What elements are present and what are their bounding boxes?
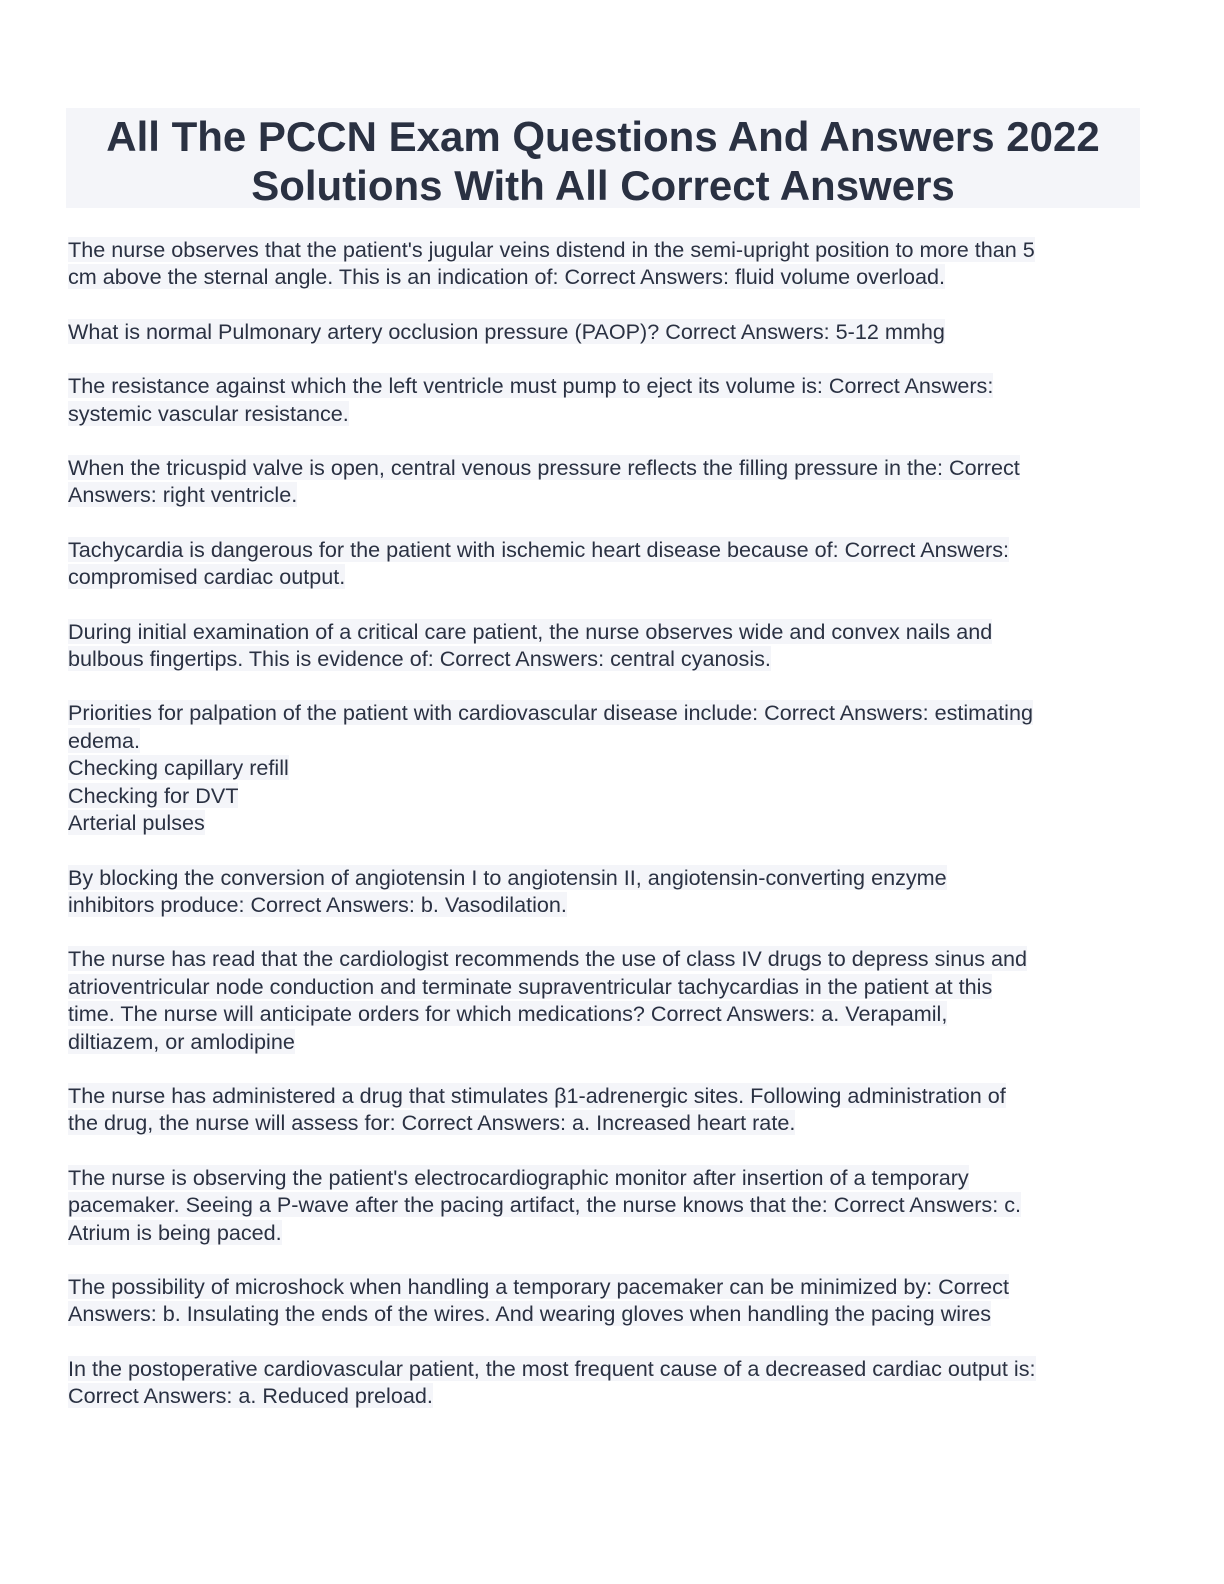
qa-line bbox=[68, 481, 1148, 508]
qa-line bbox=[68, 864, 1148, 891]
qa-entry-3 bbox=[68, 372, 1148, 427]
qa-line-text: Arterial pulses bbox=[68, 810, 205, 836]
qa-line-text: By blocking the conversion of angiotensin I to angiotensin II, angiotensin-converting enzyme bbox=[68, 864, 947, 890]
qa-line-text: Checking capillary refill bbox=[68, 755, 289, 781]
qa-line-text: During initial examination of a critical care patient, the nurse observes wide and convex nails and bbox=[68, 618, 993, 644]
qa-line bbox=[68, 454, 1148, 481]
qa-entry-9 bbox=[68, 945, 1148, 1055]
qa-line bbox=[68, 1164, 1148, 1191]
qa-line bbox=[68, 263, 1148, 290]
qa-line bbox=[68, 536, 1148, 563]
qa-line-text: Priorities for palpation of the patient with cardiovascular disease include: Correct Answers: estimating bbox=[68, 700, 1033, 726]
qa-entry-5 bbox=[68, 536, 1148, 591]
qa-line-text: The nurse has administered a drug that stimulates β1-adrenergic sites. Following administration of bbox=[68, 1082, 1006, 1108]
qa-line bbox=[68, 618, 1148, 645]
qa-entry-11 bbox=[68, 1164, 1148, 1246]
qa-line-text: cm above the sternal angle. This is an indication of: Correct Answers: fluid volume overload. bbox=[68, 264, 945, 290]
qa-line bbox=[68, 754, 1148, 781]
qa-line bbox=[68, 1028, 1148, 1055]
qa-line-text: Answers: right ventricle. bbox=[68, 482, 298, 508]
qa-line bbox=[68, 236, 1148, 263]
qa-line-text: The resistance against which the left ventricle must pump to eject its volume is: Correct Answers: bbox=[68, 373, 994, 399]
qa-line-text: edema. bbox=[68, 727, 141, 753]
qa-line-text: When the tricuspid valve is open, central venous pressure reflects the filling pressure in the: Correct bbox=[68, 455, 1020, 481]
qa-line-text: Answers: b. Insulating the ends of the wires. And wearing gloves when handling the pacing wires bbox=[68, 1301, 992, 1327]
qa-line-text: inhibitors produce: Correct Answers: b. Vasodilation. bbox=[68, 891, 567, 917]
qa-line bbox=[68, 1273, 1148, 1300]
qa-line-text: Atrium is being paced. bbox=[68, 1219, 282, 1245]
qa-line bbox=[68, 1382, 1148, 1409]
qa-line bbox=[68, 782, 1148, 809]
qa-entry-12 bbox=[68, 1273, 1148, 1328]
qa-line-text: diltiazem, or amlodipine bbox=[68, 1028, 295, 1054]
page-title bbox=[66, 108, 1140, 208]
qa-line bbox=[68, 563, 1148, 590]
qa-line bbox=[68, 809, 1148, 836]
qa-entry-6 bbox=[68, 618, 1148, 673]
qa-line bbox=[68, 699, 1148, 726]
qa-entry-8 bbox=[68, 864, 1148, 919]
qa-line-text: What is normal Pulmonary artery occlusion pressure (PAOP)? Correct Answers: 5-12 mmhg bbox=[68, 318, 945, 344]
title-line-2: Solutions With All Correct Answers bbox=[251, 162, 955, 209]
qa-line-text: the drug, the nurse will assess for: Correct Answers: a. Increased heart rate. bbox=[68, 1110, 796, 1136]
qa-line-text: Tachycardia is dangerous for the patient with ischemic heart disease because of: Correct Answers: bbox=[68, 536, 1010, 562]
qa-line bbox=[68, 945, 1148, 972]
qa-list bbox=[68, 236, 1148, 1437]
qa-line bbox=[68, 1219, 1148, 1246]
qa-line-text: Checking for DVT bbox=[68, 782, 239, 808]
qa-entry-2 bbox=[68, 318, 1148, 345]
qa-line-text: The nurse observes that the patient's jugular veins distend in the semi-upright position to more than 5 bbox=[68, 237, 1035, 262]
qa-line-text: bulbous fingertips. This is evidence of: Correct Answers: central cyanosis. bbox=[68, 646, 771, 672]
qa-line-text: The nurse has read that the cardiologist recommends the use of class IV drugs to depress sinus and bbox=[68, 946, 1028, 972]
qa-line bbox=[68, 1109, 1148, 1136]
qa-line bbox=[68, 1082, 1148, 1109]
qa-entry-4 bbox=[68, 454, 1148, 509]
qa-entry-13 bbox=[68, 1355, 1148, 1410]
qa-line bbox=[68, 1191, 1148, 1218]
qa-entry-10 bbox=[68, 1082, 1148, 1137]
qa-line-text: Correct Answers: a. Reduced preload. bbox=[68, 1383, 433, 1409]
qa-line bbox=[68, 645, 1148, 672]
qa-entry-1 bbox=[68, 236, 1148, 291]
qa-line-text: atrioventricular node conduction and terminate supraventricular tachycardias in the patient at this bbox=[68, 973, 993, 999]
qa-line-text: pacemaker. Seeing a P-wave after the pacing artifact, the nurse knows that the: Correct Answers: c. bbox=[68, 1192, 1022, 1218]
title-line-1: All The PCCN Exam Questions And Answers 2022 bbox=[106, 113, 1100, 160]
qa-line bbox=[68, 400, 1148, 427]
qa-line-text: In the postoperative cardiovascular patient, the most frequent cause of a decreased cardiac output is: bbox=[68, 1355, 1036, 1381]
qa-line-text: compromised cardiac output. bbox=[68, 564, 346, 590]
qa-line bbox=[68, 1000, 1148, 1027]
qa-line bbox=[68, 1355, 1148, 1382]
qa-line bbox=[68, 318, 1148, 345]
qa-line bbox=[68, 891, 1148, 918]
qa-entry-7 bbox=[68, 699, 1148, 836]
qa-line bbox=[68, 1300, 1148, 1327]
qa-line bbox=[68, 372, 1148, 399]
qa-line bbox=[68, 973, 1148, 1000]
qa-line-text: The possibility of microshock when handling a temporary pacemaker can be minimized by: Correct bbox=[68, 1273, 1009, 1299]
qa-line-text: time. The nurse will anticipate orders for which medications? Correct Answers: a. Verapamil, bbox=[68, 1001, 948, 1027]
qa-line-text: systemic vascular resistance. bbox=[68, 400, 349, 426]
qa-line-text: The nurse is observing the patient's electrocardiographic monitor after insertion of a temporary bbox=[68, 1164, 969, 1190]
qa-line bbox=[68, 727, 1148, 754]
